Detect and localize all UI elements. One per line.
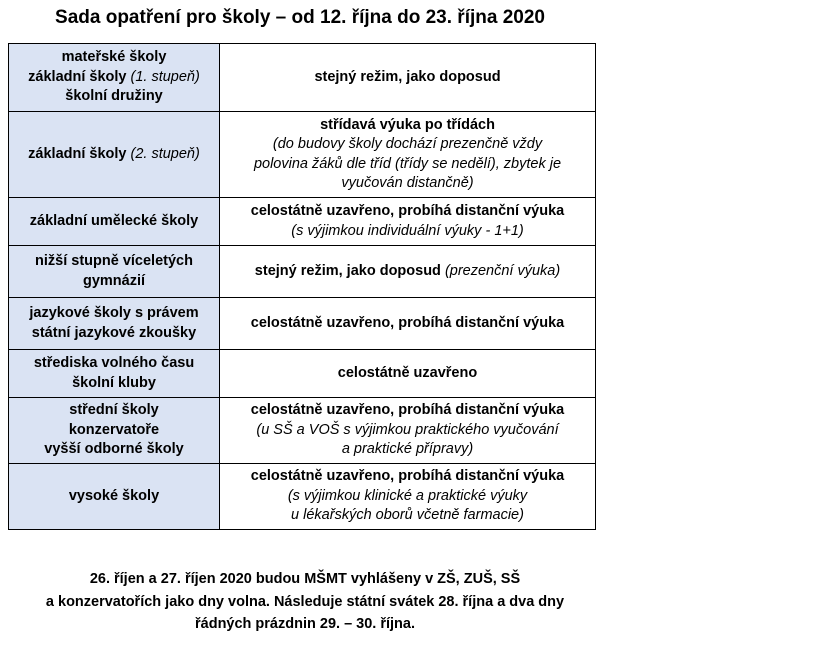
measures-table	[8, 43, 596, 530]
table-row	[9, 398, 596, 464]
table-row	[9, 44, 596, 112]
category-cell: střediska volného času školní kluby	[9, 350, 220, 398]
page-title: Sada opatření pro školy – od 12. října do 23. října 2020	[55, 7, 545, 28]
table-row	[9, 198, 596, 246]
table-row	[9, 350, 596, 398]
measure-cell: celostátně uzavřeno, probíhá distanční výuka	[220, 298, 596, 350]
measure-cell: celostátně uzavřeno, probíhá distanční výuka (s výjimkou individuální výuky - 1+1)	[220, 198, 596, 246]
category-cell: základní umělecké školy	[9, 198, 220, 246]
category-cell: vysoké školy	[9, 464, 220, 530]
category-cell: mateřské školy základní školy (1. stupeň) školní družiny	[9, 44, 220, 112]
table-row	[9, 298, 596, 350]
category-cell: střední školy konzervatoře vyšší odborné školy	[9, 398, 220, 464]
measure-cell: celostátně uzavřeno	[220, 350, 596, 398]
measure-cell: stejný režim, jako doposud	[220, 44, 596, 112]
measure-cell: celostátně uzavřeno, probíhá distanční výuka (u SŠ a VOŠ s výjimkou praktického vyučování a praktické přípravy)	[220, 398, 596, 464]
table-row	[9, 464, 596, 530]
category-cell: jazykové školy s právem státní jazykové zkoušky	[9, 298, 220, 350]
footer-note: 26. říjen a 27. říjen 2020 budou MŠMT vyhlášeny v ZŠ, ZUŠ, SŠ a konzervatořích jako dny volna. Následuje státní svátek 28. října a dva dny řádných prázdnin 29. – 30. října.	[45, 571, 565, 632]
table-row	[9, 246, 596, 298]
category-cell: základní školy (2. stupeň)	[9, 112, 220, 198]
category-cell: nižší stupně víceletých gymnázií	[9, 246, 220, 298]
measure-cell: celostátně uzavřeno, probíhá distanční výuka (s výjimkou klinické a praktické výuky u lékařských oborů včetně farmacie)	[220, 464, 596, 530]
measure-cell: stejný režim, jako doposud (prezenční výuka)	[220, 246, 596, 298]
table-row	[9, 112, 596, 198]
measure-cell: střídavá výuka po třídách (do budovy školy dochází prezenčně vždy polovina žáků dle tříd (třídy se nedělí), zbytek je vyučován distančně)	[220, 112, 596, 198]
